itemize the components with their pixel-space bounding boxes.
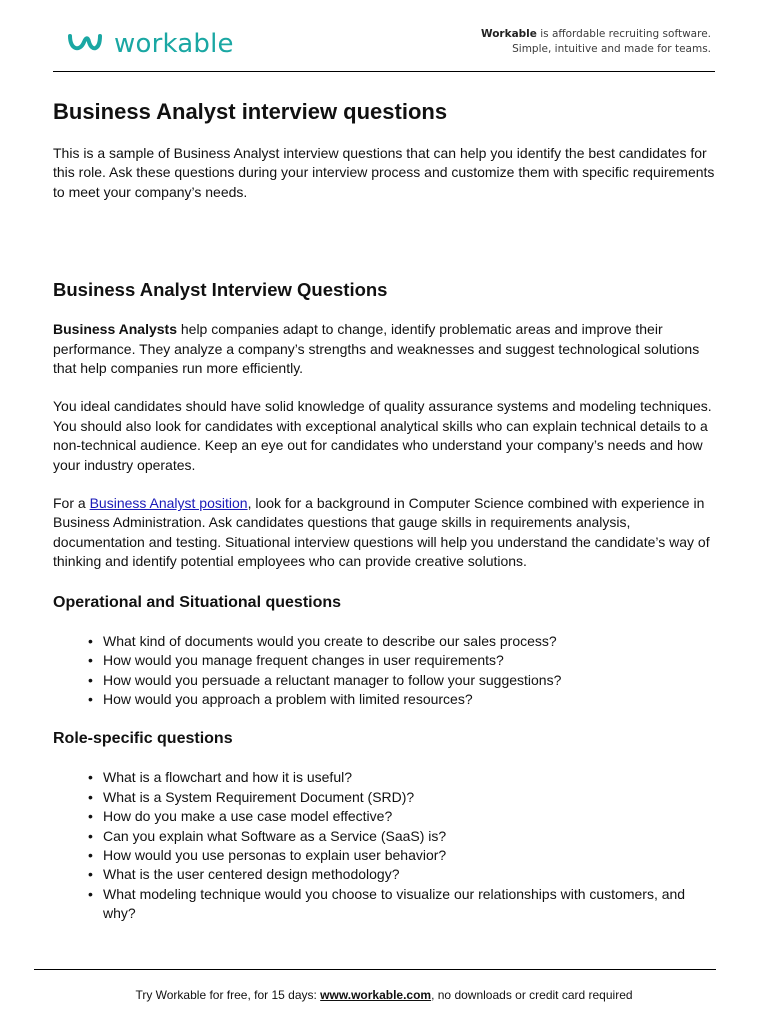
document-body bbox=[53, 98, 715, 924]
operational-questions-list bbox=[53, 632, 715, 710]
intro-paragraph: This is a sample of Business Analyst interview questions that can help you identify the best candidates for this role. Ask these questions during your interview process and customize them with specific requirements to meet your company’s needs. bbox=[53, 145, 715, 200]
section-heading: Business Analyst Interview Questions bbox=[53, 279, 388, 301]
business-analysts-bold: Business Analysts bbox=[53, 321, 177, 338]
list-item: • What is a System Requirement Document (SRD)? bbox=[103, 788, 715, 807]
header-divider bbox=[53, 71, 715, 72]
tagline-line-1 bbox=[481, 27, 711, 42]
role-specific-questions-list bbox=[53, 768, 715, 923]
paragraph-3-rest: , look for a background in Computer Science combined with experience in Business Administration. Ask candidates questions that gauge skills in requirements analysis, documentation and testing. Situational interview questions will help you understand the candidate’s way of thinking and identify potential employees who can provide creative solutions. bbox=[53, 495, 710, 570]
operational-questions-heading: Operational and Situational questions bbox=[53, 593, 342, 611]
tagline-line-2: Simple, intuitive and made for teams. bbox=[512, 43, 711, 55]
role-specific-questions-heading: Role-specific questions bbox=[53, 730, 233, 748]
page-title: Business Analyst interview questions bbox=[53, 99, 448, 124]
page-header bbox=[0, 0, 768, 72]
footer-suffix: , no downloads or credit card required bbox=[431, 988, 633, 1002]
list-item: • How would you approach a problem with limited resources? bbox=[103, 690, 715, 709]
paragraph-ideal-candidates: You ideal candidates should have solid knowledge of quality assurance systems and modeling techniques. You should also look for candidates with exceptional analytical skills who can explain technical details to a non-technical audience. Keep an eye out for candidates who understand your company’s needs and how your industry operates. bbox=[53, 398, 712, 473]
footer-workable-link[interactable]: www.workable.com bbox=[320, 988, 432, 1002]
paragraph-3-prefix: For a bbox=[53, 495, 90, 512]
paragraph-business-analysts bbox=[53, 320, 715, 378]
list-item: • How would you persuade a reluctant manager to follow your suggestions? bbox=[103, 671, 715, 690]
section-heading-wrap bbox=[53, 278, 715, 302]
tagline-brand: Workable bbox=[480, 28, 537, 40]
list-item: • How would you manage frequent changes in user requirements? bbox=[103, 651, 715, 670]
list-item: • Can you explain what Software as a Service (SaaS) is? bbox=[103, 827, 715, 846]
list-item: • How would you use personas to explain user behavior? bbox=[103, 846, 715, 865]
page-footer bbox=[0, 987, 768, 1003]
footer-prefix: Try Workable for free, for 15 days: bbox=[135, 988, 321, 1002]
role-specific-heading-wrap bbox=[53, 728, 715, 750]
operational-heading-wrap bbox=[53, 592, 715, 614]
list-item: • What is the user centered design methodology? bbox=[103, 865, 715, 884]
paragraph-position bbox=[53, 494, 715, 572]
list-item: • What kind of documents would you create to describe our sales process? bbox=[103, 632, 715, 651]
header-tagline bbox=[481, 27, 711, 57]
tagline-rest: is affordable recruiting software. bbox=[536, 28, 711, 40]
workable-logo[interactable] bbox=[66, 28, 234, 60]
list-item: • What modeling technique would you choose to visualize our relationships with customers, and why? bbox=[103, 885, 715, 924]
list-item: • What is a flowchart and how it is useful? bbox=[103, 768, 715, 787]
workable-logo-icon bbox=[66, 30, 106, 58]
footer-divider bbox=[34, 969, 716, 970]
list-item: • How do you make a use case model effective? bbox=[103, 807, 715, 826]
business-analyst-position-link[interactable]: Business Analyst position bbox=[89, 495, 248, 512]
logo-wordmark: workable bbox=[114, 29, 234, 59]
paragraph-1-rest: help companies adapt to change, identify problematic areas and improve their performance. They analyze a company’s strengths and weaknesses and suggest technological solutions that help companies run more efficiently. bbox=[53, 321, 700, 377]
